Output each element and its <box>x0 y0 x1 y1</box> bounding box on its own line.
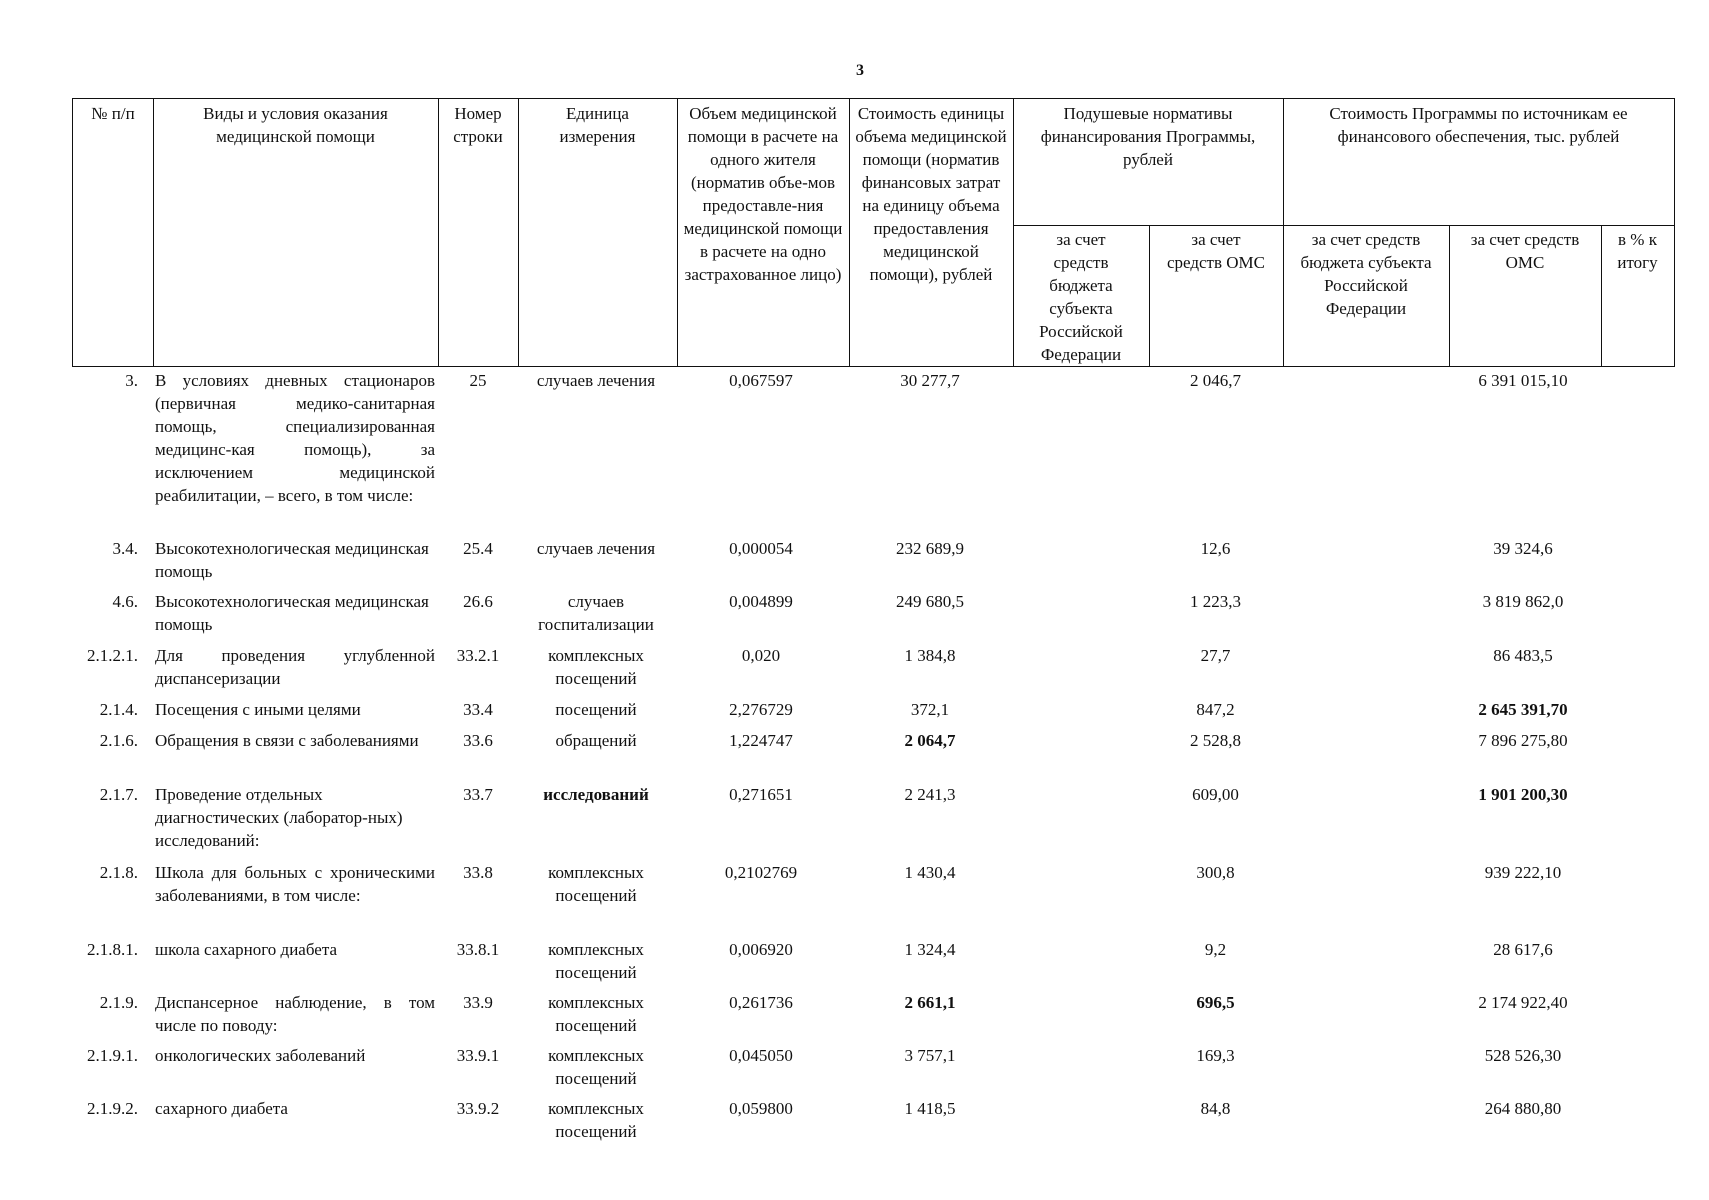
row-volume: 0,2102769 <box>724 863 798 882</box>
page-number: 3 <box>856 62 864 79</box>
row-unit: комплексных посещений <box>548 993 644 1035</box>
row-line: 26.6 <box>463 592 493 611</box>
header-per-capita: Подушевые нормативы финансирования Программы, рублей <box>1040 104 1256 169</box>
row-cost: 249 680,5 <box>896 592 964 611</box>
row-volume: 0,020 <box>741 646 781 665</box>
row-cost: 1 430,4 <box>904 863 956 882</box>
row-volume: 1,224747 <box>729 731 793 750</box>
header-per-capita-budget: за счет средств бюджета субъекта Российской Федерации <box>1039 230 1123 364</box>
row-norm-oms: 1 223,3 <box>1190 592 1241 611</box>
row-num: 4.6. <box>112 592 138 611</box>
row-num: 2.1.9.2. <box>87 1099 138 1118</box>
row-sum-oms: 528 526,30 <box>1484 1046 1562 1065</box>
header-program-cost: Стоимость Программы по источникам ее финансового обеспечения, тыс. рублей <box>1329 104 1628 146</box>
row-norm-oms: 169,3 <box>1196 1046 1235 1065</box>
row-line: 33.9 <box>463 993 493 1012</box>
row-line: 33.9.1 <box>456 1046 500 1065</box>
row-norm-oms: 696,5 <box>1196 993 1235 1012</box>
row-cost: 2 661,1 <box>904 993 956 1012</box>
row-num: 2.1.2.1. <box>87 646 138 665</box>
row-line: 33.8 <box>463 863 493 882</box>
table-header <box>72 98 1675 367</box>
header-divider <box>1013 225 1674 226</box>
row-volume: 0,271651 <box>729 785 793 804</box>
row-cost: 2 241,3 <box>904 785 956 804</box>
row-line: 25 <box>469 371 487 390</box>
row-volume: 0,000054 <box>729 539 793 558</box>
row-cost: 1 324,4 <box>904 940 956 959</box>
row-volume: 2,276729 <box>729 700 793 719</box>
row-name: Для проведения углубленной диспансеризации <box>155 646 435 688</box>
row-num: 3.4. <box>112 539 138 558</box>
row-unit: комплексных посещений <box>548 940 644 982</box>
row-unit: случаев лечения <box>536 539 656 558</box>
row-norm-oms: 2 046,7 <box>1190 371 1241 390</box>
header-num: № п/п <box>91 104 135 123</box>
row-sum-oms: 939 222,10 <box>1484 863 1562 882</box>
row-sum-oms: 264 880,80 <box>1484 1099 1562 1118</box>
row-cost: 2 064,7 <box>904 731 956 750</box>
row-name: Посещения с иными целями <box>155 700 361 719</box>
row-name: Проведение отдельных диагностических (лаборатор-ных) исследований: <box>155 785 403 850</box>
row-unit: случаев госпитализации <box>538 592 654 634</box>
header-kind: Виды и условия оказания медицинской помощи <box>203 104 388 146</box>
row-cost: 232 689,9 <box>896 539 964 558</box>
row-cost: 1 418,5 <box>904 1099 956 1118</box>
row-norm-oms: 84,8 <box>1200 1099 1231 1118</box>
row-line: 33.4 <box>463 700 493 719</box>
row-name: Диспансерное наблюдение, в том числе по поводу: <box>155 993 435 1035</box>
row-cost: 30 277,7 <box>900 371 960 390</box>
row-sum-oms: 2 645 391,70 <box>1478 700 1568 719</box>
row-line: 33.7 <box>463 785 493 804</box>
row-line: 25.4 <box>463 539 493 558</box>
row-name: школа сахарного диабета <box>155 940 338 959</box>
header-line: Номер строки <box>453 104 503 146</box>
row-sum-oms: 39 324,6 <box>1493 539 1553 558</box>
header-unit: Единица измерения <box>559 104 636 146</box>
row-sum-oms: 6 391 015,10 <box>1478 371 1568 390</box>
row-sum-oms: 86 483,5 <box>1493 646 1553 665</box>
row-num: 3. <box>125 371 138 390</box>
header-program-pct: в % к итогу <box>1617 230 1658 272</box>
row-num: 2.1.8.1. <box>87 940 138 959</box>
row-volume: 0,045050 <box>729 1046 793 1065</box>
row-unit: комплексных посещений <box>548 1099 644 1141</box>
header-per-capita-oms: за счет средств ОМС <box>1167 230 1265 272</box>
row-sum-oms: 7 896 275,80 <box>1478 731 1568 750</box>
row-cost: 372,1 <box>910 700 950 719</box>
row-norm-oms: 609,00 <box>1192 785 1239 804</box>
row-unit: комплексных посещений <box>548 646 644 688</box>
row-norm-oms: 12,6 <box>1200 539 1231 558</box>
row-volume: 0,059800 <box>729 1099 793 1118</box>
row-unit: посещений <box>555 700 637 719</box>
row-sum-oms: 1 901 200,30 <box>1478 785 1568 804</box>
row-norm-oms: 300,8 <box>1196 863 1235 882</box>
row-unit: комплексных посещений <box>548 863 644 905</box>
row-unit: исследований <box>543 785 649 804</box>
row-volume: 0,004899 <box>729 592 793 611</box>
row-norm-oms: 27,7 <box>1200 646 1231 665</box>
row-sum-oms: 2 174 922,40 <box>1478 993 1568 1012</box>
row-line: 33.6 <box>463 731 493 750</box>
row-cost: 3 757,1 <box>904 1046 956 1065</box>
row-sum-oms: 28 617,6 <box>1493 940 1553 959</box>
row-unit: обращений <box>555 731 637 750</box>
row-volume: 0,067597 <box>729 371 793 390</box>
row-name: В условиях дневных стационаров (первичная медико-санитарная помощь, специализированная медицинс-кая помощь), за исключением медицинской реабилитации, – всего, в том числе: <box>155 371 435 505</box>
row-num: 2.1.6. <box>99 731 138 750</box>
row-norm-oms: 9,2 <box>1204 940 1227 959</box>
row-cost: 1 384,8 <box>904 646 956 665</box>
row-name: сахарного диабета <box>155 1099 288 1118</box>
header-cost: Стоимость единицы объема медицинской помощи (норматив финансовых затрат на единицу объема предоставления медицинской помощи), рублей <box>855 104 1007 284</box>
row-num: 2.1.9. <box>99 993 138 1012</box>
row-unit: комплексных посещений <box>548 1046 644 1088</box>
row-name: Высокотехнологическая медицинская помощь <box>155 592 429 634</box>
row-norm-oms: 847,2 <box>1196 700 1235 719</box>
row-num: 2.1.4. <box>99 700 138 719</box>
header-program-oms: за счет средств ОМС <box>1470 230 1580 272</box>
row-name: Высокотехнологическая медицинская помощь <box>155 539 429 581</box>
row-line: 33.2.1 <box>456 646 500 665</box>
row-name: Школа для больных с хроническими заболеваниями, в том числе: <box>155 863 435 905</box>
row-sum-oms: 3 819 862,0 <box>1482 592 1564 611</box>
row-norm-oms: 2 528,8 <box>1190 731 1241 750</box>
row-name: Обращения в связи с заболеваниями <box>155 731 419 750</box>
row-line: 33.9.2 <box>456 1099 500 1118</box>
row-num: 2.1.9.1. <box>87 1046 138 1065</box>
row-volume: 0,261736 <box>729 993 793 1012</box>
header-program-budget: за счет средств бюджета субъекта Российской Федерации <box>1300 230 1432 318</box>
row-line: 33.8.1 <box>456 940 500 959</box>
header-volume: Объем медицинской помощи в расчете на одного жителя (норматив объе-мов предоставле-ния медицинской помощи в расчете на одно застрахованное лицо) <box>683 104 843 284</box>
row-name: онкологических заболеваний <box>155 1046 366 1065</box>
row-volume: 0,006920 <box>729 940 793 959</box>
row-unit: случаев лечения <box>536 371 656 390</box>
row-num: 2.1.8. <box>99 863 138 882</box>
row-num: 2.1.7. <box>99 785 138 804</box>
